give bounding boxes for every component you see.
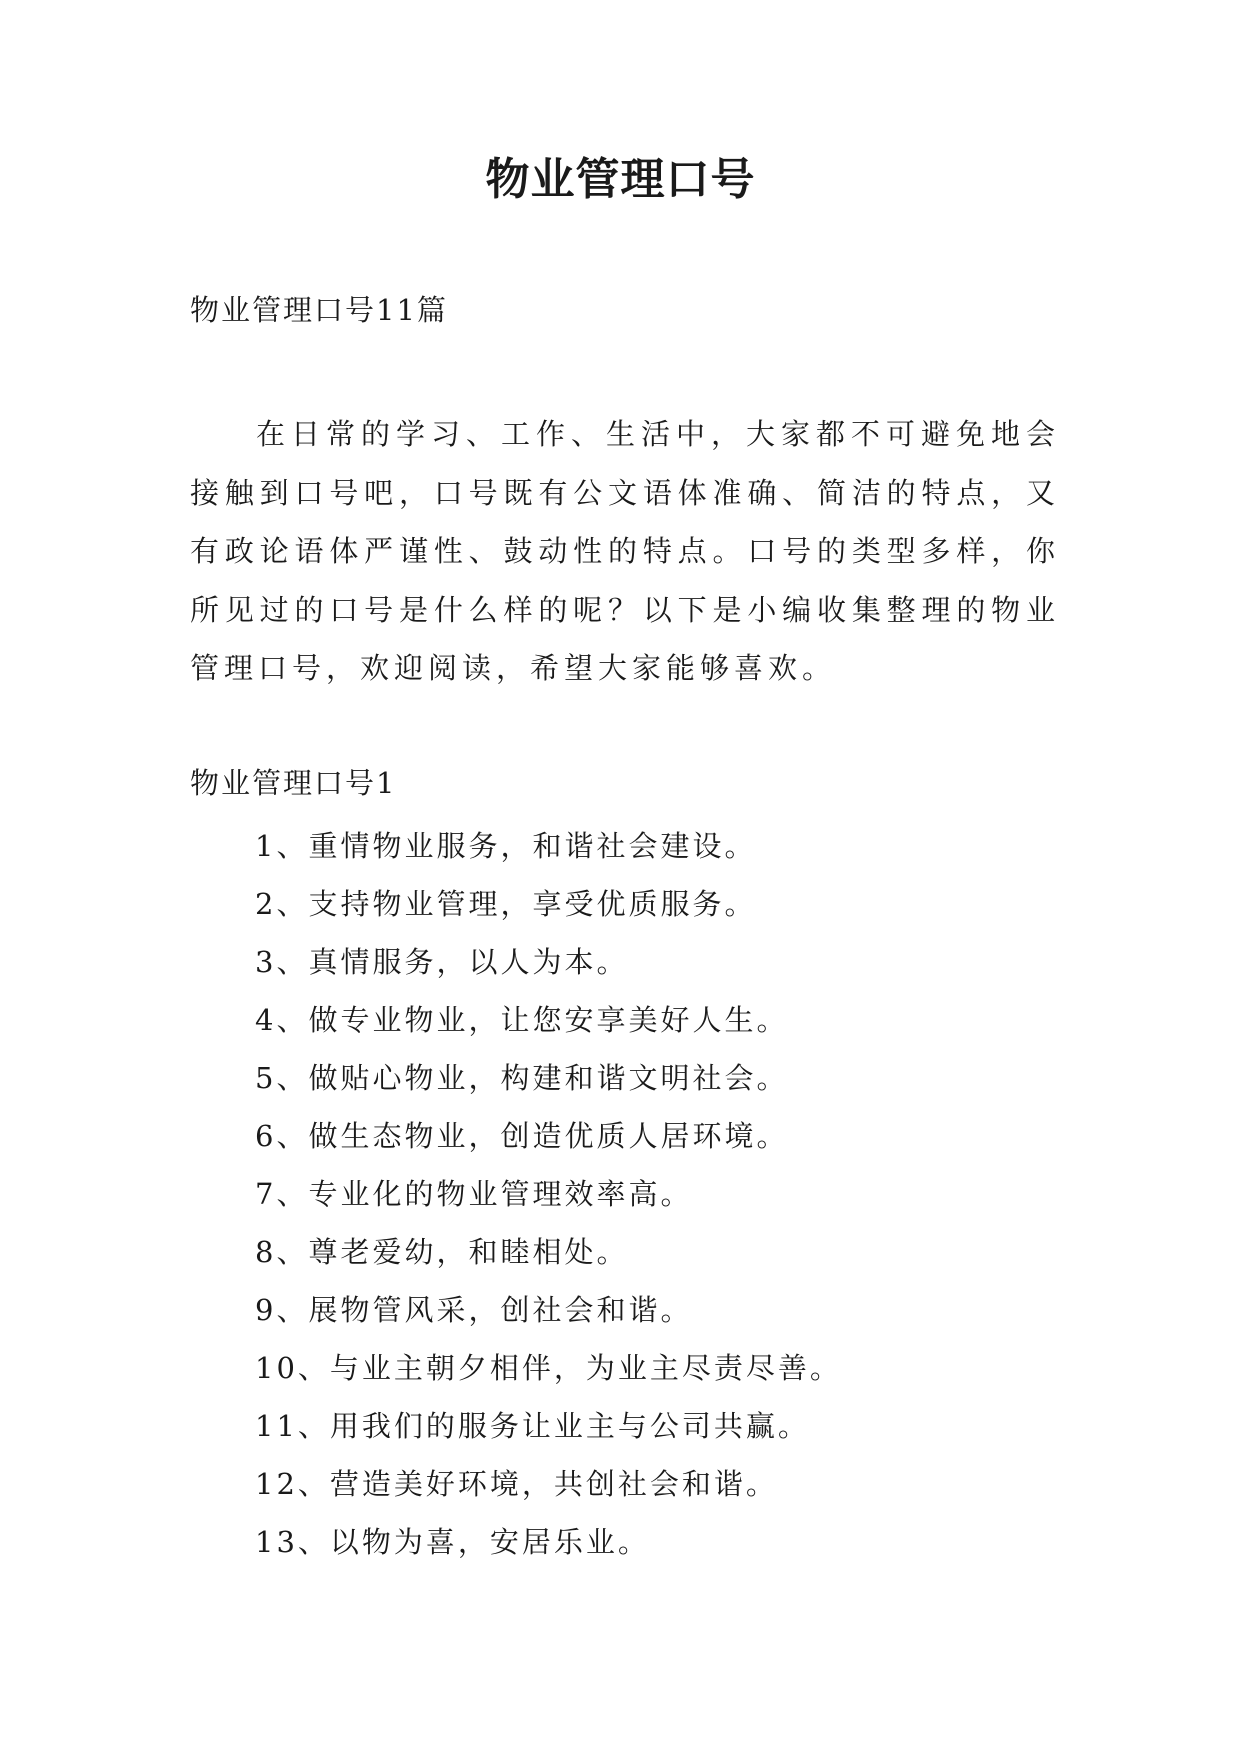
list-item: 1、重情物业服务，和谐社会建设。 [255,829,757,863]
list-item: 9、展物管风采，创社会和谐。 [255,1293,693,1327]
list-item: 13、以物为喜，安居乐业。 [255,1525,650,1559]
list-item: 6、做生态物业，创造优质人居环境。 [255,1119,789,1153]
document-subtitle: 物业管理口号11篇 [190,293,448,327]
intro-paragraph: 在日常的学习、工作、生活中，大家都不可避免地会接触到口号吧，口号既有公文语体准确、简洁的特点，又有政论语体严谨性、鼓动性的特点。口号的类型多样，你所见过的口号是什么样的呢？以下是小编收集整理的物业管理口号，欢迎阅读，希望大家能够喜欢。 [190,417,1060,685]
section-heading: 物业管理口号1 [190,766,397,800]
list-item: 4、做专业物业，让您安享美好人生。 [255,1003,789,1037]
list-item: 2、支持物业管理，享受优质服务。 [255,887,757,921]
list-item: 7、专业化的物业管理效率高。 [255,1177,693,1211]
list-item: 3、真情服务，以人为本。 [255,945,629,979]
list-item: 12、营造美好环境，共创社会和谐。 [255,1467,778,1501]
list-item: 11、用我们的服务让业主与公司共赢。 [255,1409,810,1443]
list-item: 8、尊老爱幼，和睦相处。 [255,1235,629,1269]
slogan-list [255,817,842,1571]
list-item: 10、与业主朝夕相伴，为业主尽责尽善。 [255,1351,842,1385]
document-title: 物业管理口号 [485,154,756,205]
list-item: 5、做贴心物业，构建和谐文明社会。 [255,1061,789,1095]
